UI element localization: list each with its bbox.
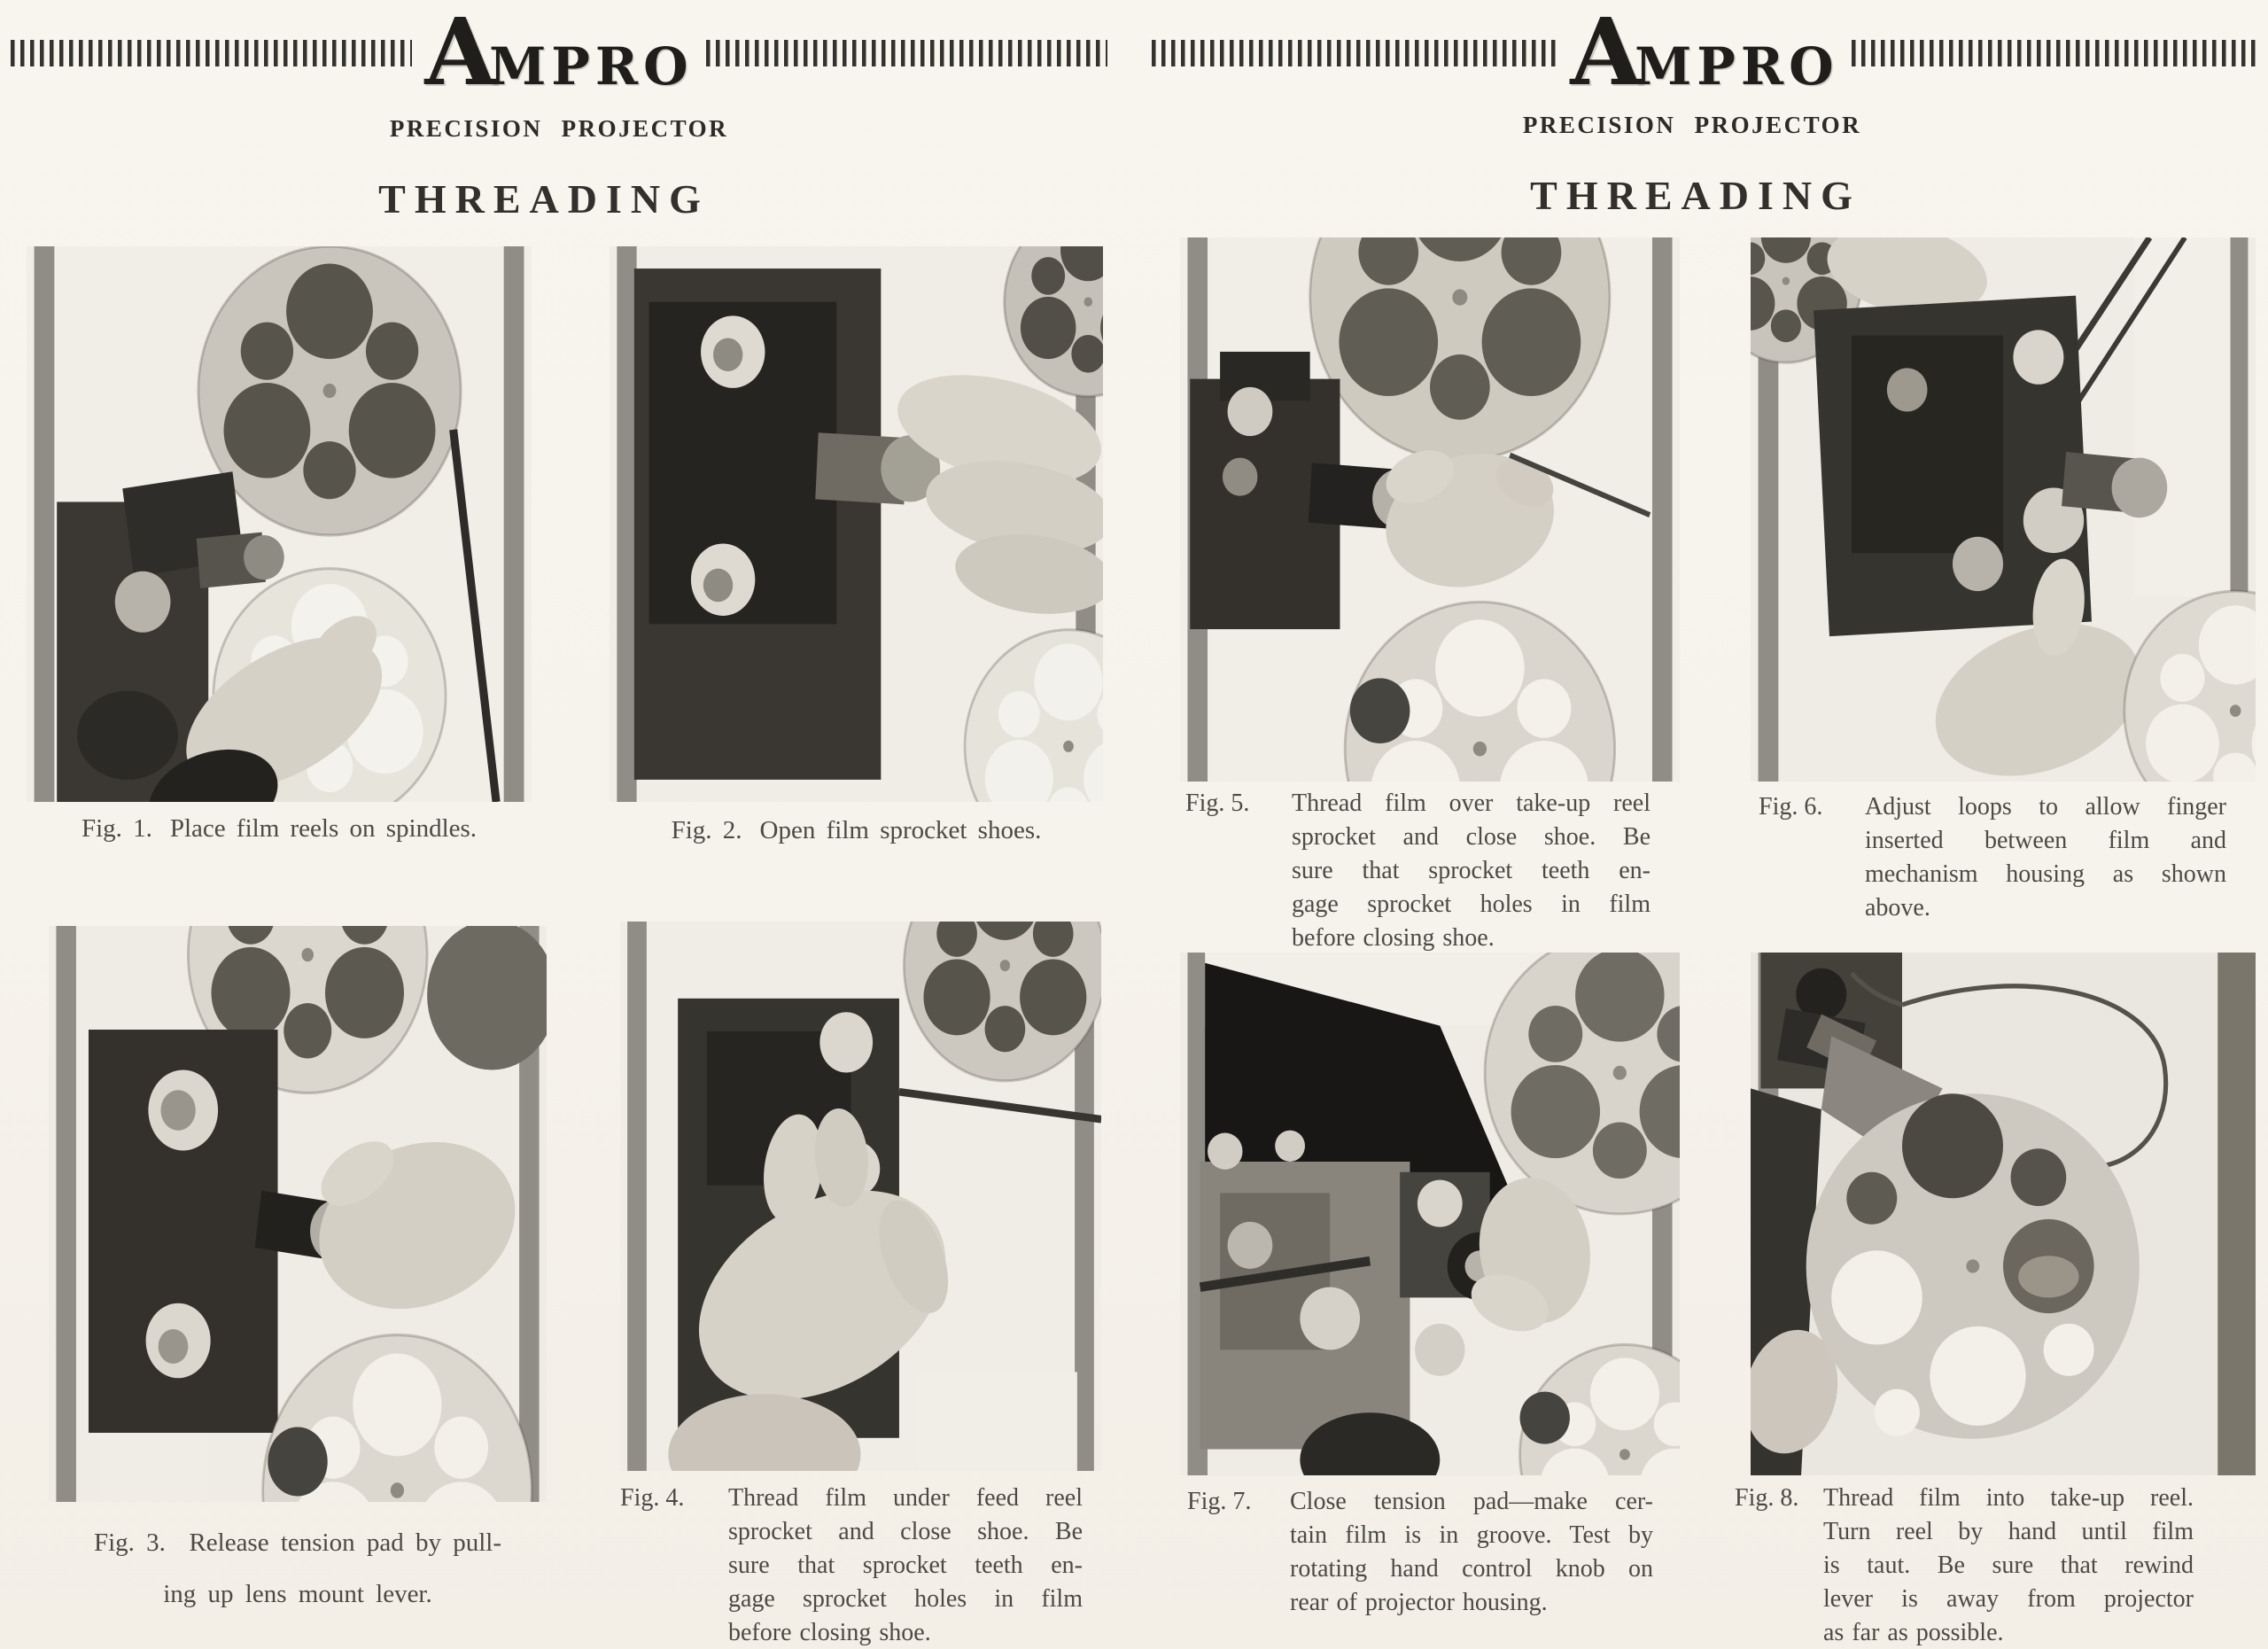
caption-line: inserted between film and [1865, 827, 2226, 854]
photo-illustration [1751, 237, 2256, 782]
figure-8-photo [1751, 953, 2256, 1475]
filmstrip-ticks-right [1852, 40, 2257, 66]
masthead-left [11, 0, 1107, 106]
figure-3-caption-line-1: Fig. 3. Release tension pad by pull- [93, 1528, 502, 1557]
figure-5-caption [1185, 787, 1651, 955]
filmstrip-ticks-left [1152, 40, 1557, 66]
caption-line: rear of projector housing. [1290, 1589, 1548, 1616]
figure-3-caption-line-2: ing up lens mount lever. [163, 1580, 432, 1608]
figure-3-label: Fig. 3. [93, 1528, 166, 1557]
caption-line: sure that sprocket teeth en- [728, 1552, 1083, 1579]
figure-3-caption [49, 1517, 547, 1620]
caption-line: before closing shoe. [1292, 924, 1495, 952]
figure-3-photo [49, 926, 547, 1502]
ampro-logo [1570, 0, 1839, 106]
ampro-logo-letters-mpro: MPRO [489, 35, 694, 97]
caption-line: sprocket and close shoe. Be [1292, 823, 1651, 851]
ampro-logo-letter-a: A [1570, 0, 1643, 106]
caption-line: Adjust loops to allow finger [1865, 793, 2226, 821]
caption-line: Close tension pad—make cer- [1290, 1488, 1653, 1515]
caption-line: Thread film into take-up reel. [1823, 1484, 2194, 1512]
figure-7-caption-text [1290, 1485, 1653, 1620]
figure-1-photo [27, 246, 532, 802]
ampro-logo-letter-a: A [424, 0, 497, 106]
figure-2-caption [610, 813, 1103, 847]
ampro-logo-letters-mpro: MPRO [1635, 35, 1839, 97]
figure-1-label: Fig. 1. [81, 814, 152, 843]
caption-line: Thread film over take-up reel [1292, 789, 1651, 817]
caption-line: tain film is in groove. Test by [1290, 1521, 1653, 1549]
caption-line: mechanism housing as shown [1865, 860, 2226, 888]
caption-line: gage sprocket holes in film [1292, 891, 1651, 918]
threading-heading: THREADING [1530, 173, 1861, 218]
figure-5-photo [1180, 237, 1680, 782]
figure-4-label: Fig. 4. [620, 1484, 685, 1512]
caption-line: as far as possible. [1823, 1619, 2004, 1646]
caption-line: before closing shoe. [728, 1619, 931, 1646]
figure-8-caption-text [1823, 1482, 2194, 1649]
figure-2-label: Fig. 2. [671, 816, 742, 844]
masthead-right [1152, 0, 2257, 106]
photo-illustration [1180, 953, 1680, 1475]
caption-line: sure that sprocket teeth en- [1292, 857, 1651, 884]
figure-6-label: Fig. 6. [1759, 793, 1823, 821]
figure-4-caption-text [728, 1482, 1083, 1649]
photo-illustration [49, 926, 547, 1502]
caption-line: rotating hand control knob on [1290, 1555, 1653, 1583]
figure-7-caption [1187, 1485, 1653, 1620]
caption-line: lever is away from projector [1823, 1585, 2194, 1613]
figure-6-photo [1751, 237, 2256, 782]
figure-4-photo [620, 922, 1101, 1471]
photo-illustration [27, 246, 532, 802]
figure-1-caption-text: Place film reels on spindles. [169, 814, 478, 843]
caption-line: is taut. Be sure that rewind [1823, 1552, 2194, 1579]
figure-7-photo [1180, 953, 1680, 1475]
caption-line: above. [1865, 894, 1930, 922]
photo-illustration [1180, 237, 1680, 782]
figure-1-caption [27, 812, 532, 845]
figure-5-caption-text [1292, 787, 1651, 955]
figure-4-caption [620, 1482, 1083, 1649]
figure-8-caption [1735, 1482, 2194, 1649]
caption-line: gage sprocket holes in film [728, 1585, 1083, 1613]
caption-line: Thread film under feed reel [728, 1484, 1083, 1512]
figure-5-label: Fig. 5. [1185, 789, 1250, 817]
precision-projector-subtitle: PRECISION PROJECTOR [1522, 112, 1862, 138]
figure-2-photo [610, 246, 1103, 802]
caption-line: sprocket and close shoe. Be [728, 1518, 1083, 1545]
precision-projector-subtitle: PRECISION PROJECTOR [389, 115, 729, 142]
figure-6-caption-text [1865, 790, 2226, 925]
figure-6-caption [1759, 790, 2226, 925]
caption-line: Turn reel by hand until film [1823, 1518, 2194, 1545]
figure-8-label: Fig. 8. [1735, 1484, 1799, 1512]
figure-2-caption-text: Open film sprocket shoes. [759, 816, 1042, 844]
photo-illustration [610, 246, 1103, 802]
ampro-logo [424, 0, 694, 106]
filmstrip-ticks-right [706, 40, 1107, 66]
photo-illustration [1751, 953, 2256, 1475]
figure-7-label: Fig. 7. [1187, 1488, 1252, 1515]
photo-illustration [620, 922, 1101, 1471]
filmstrip-ticks-left [11, 40, 412, 66]
threading-heading: THREADING [378, 176, 710, 222]
